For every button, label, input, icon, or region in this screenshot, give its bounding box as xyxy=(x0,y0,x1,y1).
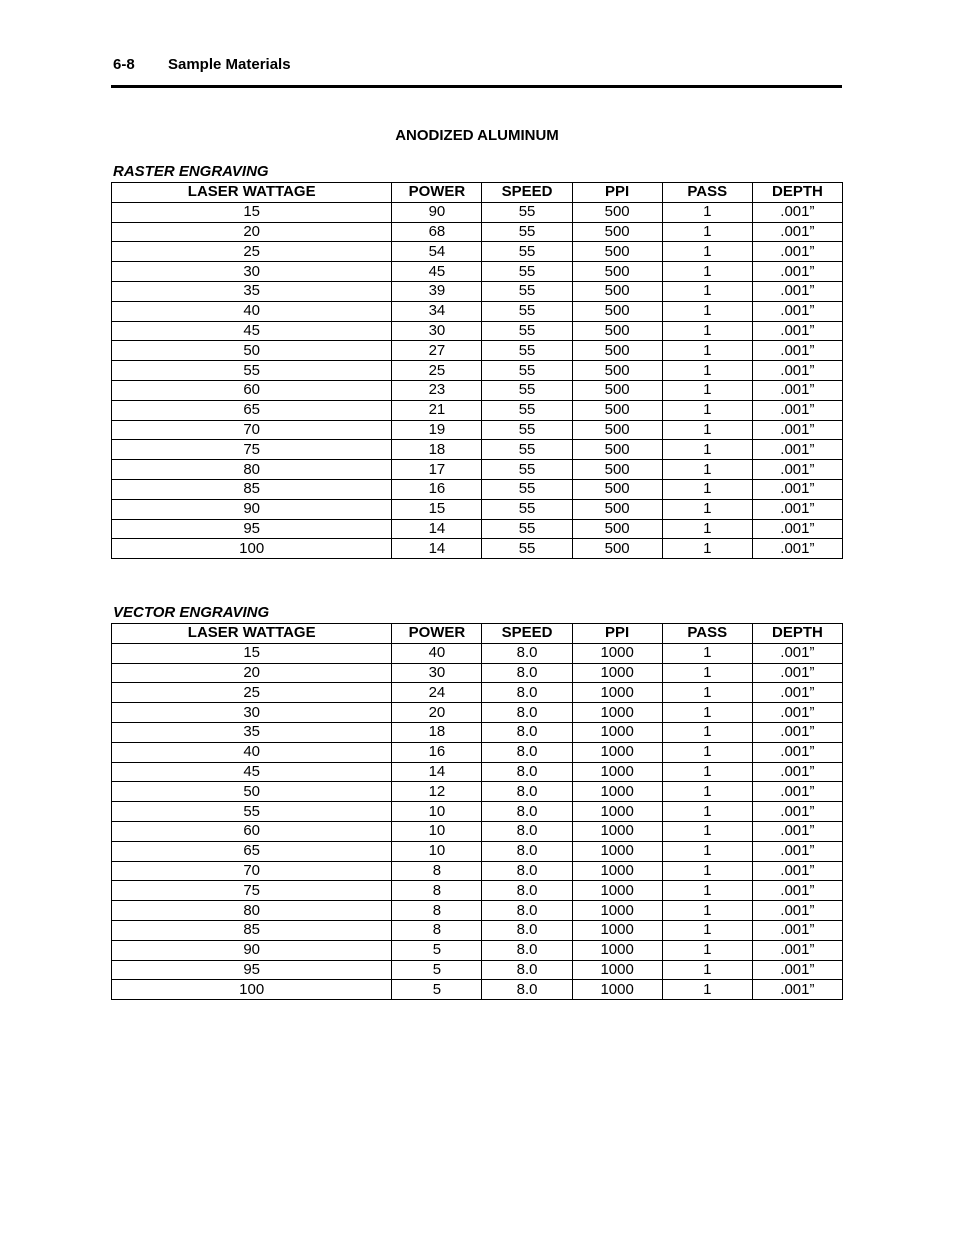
table-cell: 40 xyxy=(112,301,392,321)
table-cell: 55 xyxy=(482,321,572,341)
table-cell: 39 xyxy=(392,281,482,301)
table-cell: 1000 xyxy=(572,901,662,921)
table-cell: 75 xyxy=(112,881,392,901)
table-cell: 1 xyxy=(662,683,752,703)
table-cell: 45 xyxy=(112,762,392,782)
table-cell: 55 xyxy=(482,539,572,559)
table-cell: 90 xyxy=(392,202,482,222)
table-cell: 55 xyxy=(482,479,572,499)
table-cell: 55 xyxy=(482,202,572,222)
table-cell: .001” xyxy=(752,782,842,802)
table-cell: 19 xyxy=(392,420,482,440)
column-header: PPI xyxy=(572,624,662,644)
table-row xyxy=(112,742,843,762)
table-cell: 1000 xyxy=(572,683,662,703)
table-row xyxy=(112,519,843,539)
table-row xyxy=(112,479,843,499)
table-cell: 85 xyxy=(112,920,392,940)
table-cell: .001” xyxy=(752,321,842,341)
table-cell: 1 xyxy=(662,762,752,782)
table-cell: 24 xyxy=(392,683,482,703)
table-cell: 70 xyxy=(112,861,392,881)
table-cell: .001” xyxy=(752,901,842,921)
column-header: LASER WATTAGE xyxy=(112,183,392,203)
table-row xyxy=(112,960,843,980)
table-cell: 1 xyxy=(662,920,752,940)
table-cell: .001” xyxy=(752,539,842,559)
table-cell: 1 xyxy=(662,519,752,539)
table-cell: 18 xyxy=(392,722,482,742)
table-cell: 500 xyxy=(572,420,662,440)
table-cell: .001” xyxy=(752,460,842,480)
table-cell: 55 xyxy=(482,281,572,301)
table-cell: .001” xyxy=(752,420,842,440)
table-cell: 8.0 xyxy=(482,703,572,723)
table-cell: 40 xyxy=(392,643,482,663)
table-cell: .001” xyxy=(752,380,842,400)
table-cell: 8.0 xyxy=(482,742,572,762)
table-row xyxy=(112,802,843,822)
table-row xyxy=(112,420,843,440)
table-cell: 500 xyxy=(572,519,662,539)
table-cell: .001” xyxy=(752,663,842,683)
table-cell: 18 xyxy=(392,440,482,460)
table-cell: 55 xyxy=(482,242,572,262)
table-cell: .001” xyxy=(752,499,842,519)
table-cell: 1 xyxy=(662,703,752,723)
table-cell: .001” xyxy=(752,703,842,723)
table-cell: 95 xyxy=(112,519,392,539)
table-row xyxy=(112,341,843,361)
table-row xyxy=(112,539,843,559)
table-cell: 500 xyxy=(572,440,662,460)
table-cell: 85 xyxy=(112,479,392,499)
table-cell: 25 xyxy=(112,242,392,262)
table-row xyxy=(112,762,843,782)
table-cell: 1 xyxy=(662,479,752,499)
table-cell: 8.0 xyxy=(482,861,572,881)
vector-section-title: VECTOR ENGRAVING xyxy=(113,604,270,621)
table-row xyxy=(112,281,843,301)
table-cell: 1000 xyxy=(572,861,662,881)
table-cell: 1 xyxy=(662,802,752,822)
table-cell: 8.0 xyxy=(482,901,572,921)
table-cell: 1000 xyxy=(572,881,662,901)
table-cell: 10 xyxy=(392,841,482,861)
table-cell: 1 xyxy=(662,222,752,242)
table-cell: 55 xyxy=(112,361,392,381)
table-cell: 55 xyxy=(482,499,572,519)
table-cell: 500 xyxy=(572,479,662,499)
table-cell: 1 xyxy=(662,663,752,683)
table-cell: 1 xyxy=(662,722,752,742)
table-cell: 1000 xyxy=(572,742,662,762)
table-cell: 90 xyxy=(112,499,392,519)
table-row xyxy=(112,400,843,420)
table-cell: 70 xyxy=(112,420,392,440)
table-row xyxy=(112,901,843,921)
table-row xyxy=(112,222,843,242)
table-cell: 500 xyxy=(572,262,662,282)
table-cell: 20 xyxy=(392,703,482,723)
table-cell: 55 xyxy=(482,380,572,400)
table-cell: 54 xyxy=(392,242,482,262)
table-cell: 1 xyxy=(662,643,752,663)
table-cell: 55 xyxy=(482,519,572,539)
table-cell: 40 xyxy=(112,742,392,762)
table-row xyxy=(112,440,843,460)
table-cell: 500 xyxy=(572,321,662,341)
table-cell: 1 xyxy=(662,980,752,1000)
table-cell: .001” xyxy=(752,881,842,901)
table-cell: 1 xyxy=(662,341,752,361)
table-cell: 21 xyxy=(392,400,482,420)
table-cell: 1000 xyxy=(572,940,662,960)
column-header: POWER xyxy=(392,183,482,203)
table-cell: .001” xyxy=(752,861,842,881)
table-cell: 35 xyxy=(112,722,392,742)
document-title: ANODIZED ALUMINUM xyxy=(395,127,559,144)
table-row xyxy=(112,821,843,841)
table-cell: 55 xyxy=(482,301,572,321)
table-row xyxy=(112,242,843,262)
table-cell: 5 xyxy=(392,940,482,960)
table-cell: 23 xyxy=(392,380,482,400)
table-cell: 50 xyxy=(112,341,392,361)
page-number: 6-8 xyxy=(113,56,135,73)
table-cell: 1 xyxy=(662,361,752,381)
table-cell: 500 xyxy=(572,460,662,480)
table-cell: 1 xyxy=(662,321,752,341)
table-cell: .001” xyxy=(752,802,842,822)
table-cell: 10 xyxy=(392,821,482,841)
table-row xyxy=(112,841,843,861)
table-cell: 1000 xyxy=(572,960,662,980)
table-cell: .001” xyxy=(752,683,842,703)
table-cell: 500 xyxy=(572,301,662,321)
table-row xyxy=(112,361,843,381)
table-cell: 8.0 xyxy=(482,881,572,901)
table-cell: 1000 xyxy=(572,663,662,683)
table-cell: 55 xyxy=(482,262,572,282)
table-cell: .001” xyxy=(752,643,842,663)
table-cell: 30 xyxy=(112,262,392,282)
table-cell: 50 xyxy=(112,782,392,802)
table-cell: 1 xyxy=(662,281,752,301)
table-cell: 34 xyxy=(392,301,482,321)
table-cell: 55 xyxy=(482,222,572,242)
table-cell: 95 xyxy=(112,960,392,980)
table-cell: .001” xyxy=(752,479,842,499)
table-cell: .001” xyxy=(752,980,842,1000)
table-cell: 60 xyxy=(112,380,392,400)
column-header: LASER WATTAGE xyxy=(112,624,392,644)
table-cell: .001” xyxy=(752,519,842,539)
table-cell: 1 xyxy=(662,202,752,222)
table-cell: 15 xyxy=(112,202,392,222)
table-cell: 90 xyxy=(112,940,392,960)
table-cell: 8.0 xyxy=(482,841,572,861)
table-cell: 30 xyxy=(112,703,392,723)
table-cell: 45 xyxy=(392,262,482,282)
table-cell: .001” xyxy=(752,960,842,980)
table-row xyxy=(112,663,843,683)
column-header: SPEED xyxy=(482,183,572,203)
table-cell: 500 xyxy=(572,202,662,222)
table-cell: 30 xyxy=(392,663,482,683)
table-cell: 1 xyxy=(662,301,752,321)
column-header: POWER xyxy=(392,624,482,644)
table-cell: 1000 xyxy=(572,703,662,723)
table-cell: .001” xyxy=(752,742,842,762)
table-row xyxy=(112,920,843,940)
table-cell: .001” xyxy=(752,940,842,960)
table-cell: 500 xyxy=(572,400,662,420)
table-cell: 5 xyxy=(392,980,482,1000)
table-cell: 8.0 xyxy=(482,980,572,1000)
table-cell: 55 xyxy=(482,400,572,420)
table-cell: 1 xyxy=(662,400,752,420)
vector-table xyxy=(111,623,843,1000)
table-cell: 1 xyxy=(662,841,752,861)
header-rule xyxy=(111,85,842,88)
column-header: SPEED xyxy=(482,624,572,644)
table-cell: 1000 xyxy=(572,722,662,742)
table-cell: .001” xyxy=(752,242,842,262)
table-cell: 55 xyxy=(482,460,572,480)
table-cell: 20 xyxy=(112,663,392,683)
table-cell: 8.0 xyxy=(482,920,572,940)
table-cell: 65 xyxy=(112,841,392,861)
raster-section-title: RASTER ENGRAVING xyxy=(113,163,269,180)
table-row xyxy=(112,301,843,321)
table-cell: 1 xyxy=(662,940,752,960)
table-row xyxy=(112,380,843,400)
table-cell: 1 xyxy=(662,440,752,460)
table-cell: 500 xyxy=(572,242,662,262)
table-cell: 80 xyxy=(112,460,392,480)
table-row xyxy=(112,499,843,519)
table-row xyxy=(112,643,843,663)
table-cell: 1 xyxy=(662,742,752,762)
table-cell: .001” xyxy=(752,301,842,321)
table-cell: 1 xyxy=(662,420,752,440)
table-cell: 1 xyxy=(662,821,752,841)
table-row xyxy=(112,703,843,723)
table-cell: 5 xyxy=(392,960,482,980)
table-cell: 15 xyxy=(112,643,392,663)
table-cell: 17 xyxy=(392,460,482,480)
table-cell: 1000 xyxy=(572,762,662,782)
table-cell: 500 xyxy=(572,380,662,400)
table-cell: 14 xyxy=(392,519,482,539)
table-cell: .001” xyxy=(752,400,842,420)
table-cell: 16 xyxy=(392,742,482,762)
column-header: PPI xyxy=(572,183,662,203)
table-cell: 75 xyxy=(112,440,392,460)
table-cell: 8 xyxy=(392,861,482,881)
table-cell: 500 xyxy=(572,539,662,559)
table-cell: 1 xyxy=(662,499,752,519)
table-cell: 8.0 xyxy=(482,643,572,663)
table-cell: .001” xyxy=(752,341,842,361)
table-cell: 100 xyxy=(112,980,392,1000)
table-cell: 8.0 xyxy=(482,802,572,822)
table-cell: 1000 xyxy=(572,821,662,841)
table-row xyxy=(112,683,843,703)
table-cell: 25 xyxy=(112,683,392,703)
table-cell: 8.0 xyxy=(482,683,572,703)
table-cell: 16 xyxy=(392,479,482,499)
table-cell: 100 xyxy=(112,539,392,559)
table-cell: 55 xyxy=(112,802,392,822)
table-cell: 1000 xyxy=(572,802,662,822)
table-cell: 1000 xyxy=(572,782,662,802)
table-cell: 55 xyxy=(482,361,572,381)
raster-table xyxy=(111,182,843,559)
table-cell: 500 xyxy=(572,499,662,519)
table-row xyxy=(112,980,843,1000)
column-header: DEPTH xyxy=(752,624,842,644)
table-cell: 8.0 xyxy=(482,663,572,683)
table-cell: .001” xyxy=(752,920,842,940)
table-cell: 45 xyxy=(112,321,392,341)
table-cell: 1 xyxy=(662,242,752,262)
table-cell: 1 xyxy=(662,539,752,559)
table-cell: 500 xyxy=(572,281,662,301)
table-row xyxy=(112,262,843,282)
table-cell: 1 xyxy=(662,901,752,921)
table-row xyxy=(112,202,843,222)
table-row xyxy=(112,881,843,901)
table-cell: 8.0 xyxy=(482,960,572,980)
table-cell: 15 xyxy=(392,499,482,519)
table-cell: 1 xyxy=(662,460,752,480)
table-cell: 1 xyxy=(662,782,752,802)
table-cell: 68 xyxy=(392,222,482,242)
table-cell: 500 xyxy=(572,222,662,242)
table-row xyxy=(112,861,843,881)
table-cell: 12 xyxy=(392,782,482,802)
table-cell: .001” xyxy=(752,361,842,381)
table-cell: 20 xyxy=(112,222,392,242)
table-cell: 8.0 xyxy=(482,821,572,841)
table-cell: 27 xyxy=(392,341,482,361)
table-row xyxy=(112,940,843,960)
table-cell: 1000 xyxy=(572,643,662,663)
table-row xyxy=(112,782,843,802)
table-cell: 8 xyxy=(392,920,482,940)
table-cell: 14 xyxy=(392,539,482,559)
table-header-row xyxy=(112,624,843,644)
table-cell: 8.0 xyxy=(482,940,572,960)
table-cell: .001” xyxy=(752,202,842,222)
table-cell: 8.0 xyxy=(482,762,572,782)
table-cell: 500 xyxy=(572,361,662,381)
table-cell: 30 xyxy=(392,321,482,341)
table-cell: 8.0 xyxy=(482,782,572,802)
table-cell: 60 xyxy=(112,821,392,841)
table-cell: 55 xyxy=(482,440,572,460)
column-header: DEPTH xyxy=(752,183,842,203)
table-cell: 1 xyxy=(662,861,752,881)
table-row xyxy=(112,321,843,341)
table-cell: 1 xyxy=(662,262,752,282)
table-cell: 35 xyxy=(112,281,392,301)
table-cell: 1000 xyxy=(572,980,662,1000)
column-header: PASS xyxy=(662,624,752,644)
table-cell: 1000 xyxy=(572,841,662,861)
table-cell: 8 xyxy=(392,901,482,921)
table-header-row xyxy=(112,183,843,203)
table-cell: 10 xyxy=(392,802,482,822)
table-cell: 80 xyxy=(112,901,392,921)
table-cell: 65 xyxy=(112,400,392,420)
table-cell: 1 xyxy=(662,380,752,400)
table-cell: 1000 xyxy=(572,920,662,940)
table-cell: 500 xyxy=(572,341,662,361)
table-cell: .001” xyxy=(752,262,842,282)
table-cell: 55 xyxy=(482,341,572,361)
table-cell: 1 xyxy=(662,960,752,980)
table-cell: .001” xyxy=(752,841,842,861)
table-cell: 8 xyxy=(392,881,482,901)
page-header xyxy=(113,56,291,73)
table-cell: .001” xyxy=(752,281,842,301)
column-header: PASS xyxy=(662,183,752,203)
table-cell: .001” xyxy=(752,821,842,841)
chapter-title: Sample Materials xyxy=(168,56,291,73)
table-row xyxy=(112,460,843,480)
table-cell: .001” xyxy=(752,762,842,782)
table-row xyxy=(112,722,843,742)
table-cell: .001” xyxy=(752,222,842,242)
table-cell: 55 xyxy=(482,420,572,440)
table-cell: 8.0 xyxy=(482,722,572,742)
table-cell: .001” xyxy=(752,722,842,742)
table-cell: 1 xyxy=(662,881,752,901)
table-cell: .001” xyxy=(752,440,842,460)
table-cell: 25 xyxy=(392,361,482,381)
table-cell: 14 xyxy=(392,762,482,782)
